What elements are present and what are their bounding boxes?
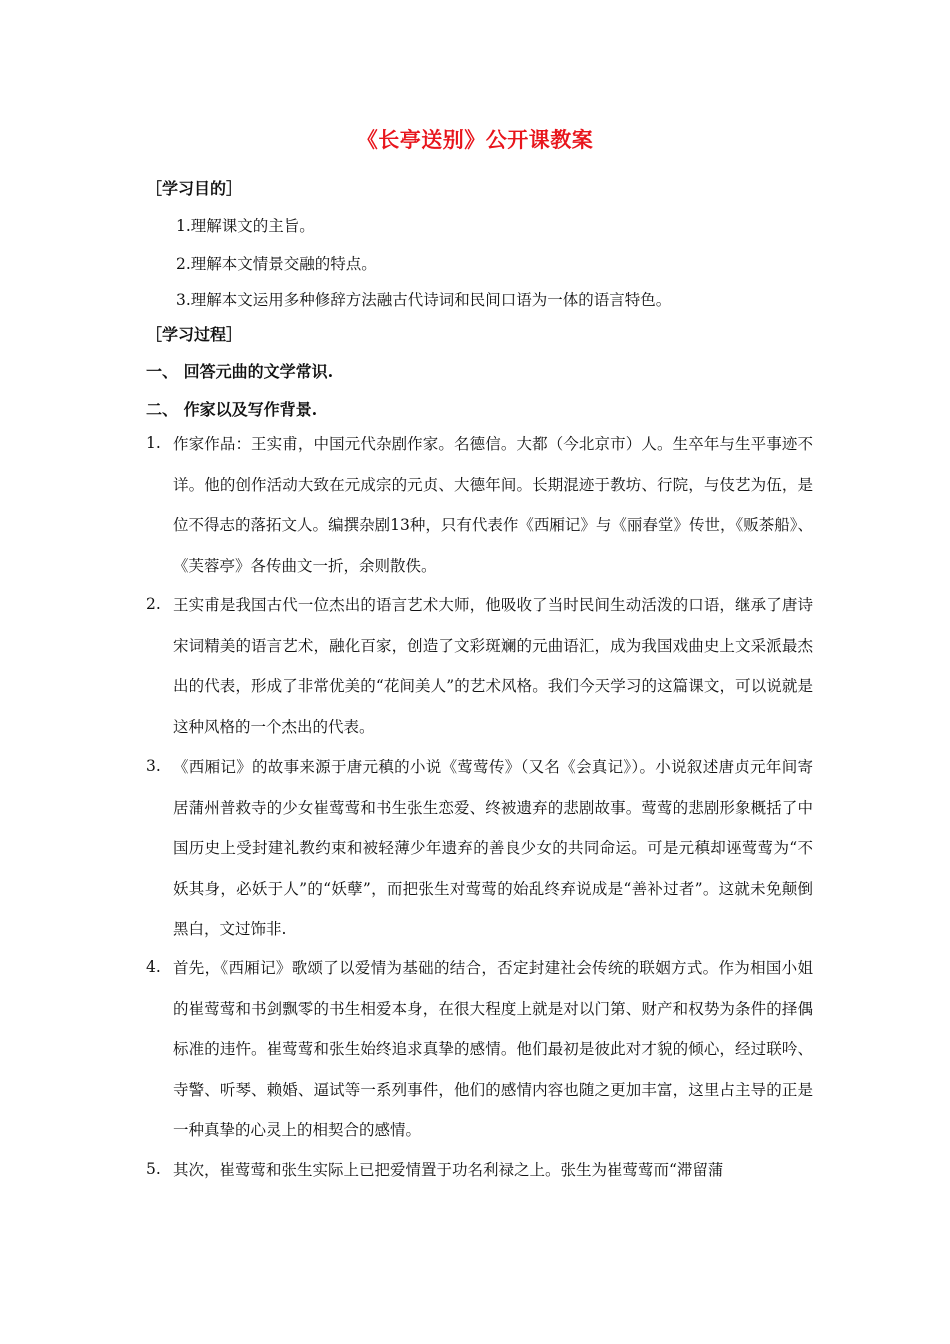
list-item-text: 首先，《西厢记》歌颂了以爱情为基础的结合，否定封建社会传统的联姻方式。作为相国小姐的崔莺莺和书剑飘零的书生相爱本身，在很大程度上就是对以门第、财产和权势为条件的择偶标准的违忤。崔莺莺和张生始终追求真挚的感情。他们最初是彼此对才貌的倾心，经过联吟、寺警、听琴、赖婚、逼试等一系列事件，他们的感情内容也随之更加丰富，这里占主导的正是一种真挚的心灵上的相契合的感情。 [173, 959, 813, 1140]
section-heading-1: 一、 回答元曲的文学常识. [146, 362, 334, 381]
list-item-text: 作家作品：王实甫，中国元代杂剧作家。名德信。大都（今北京市）人。生卒年与生平事迹不详。他的创作活动大致在元成宗的元贞、大德年间。长期混迹于教坊、行院，与伎艺为伍，是位不得志的落拓文人。编撰杂剧13种，只有代表作《西厢记》与《丽春堂》传世，《贩茶船》、《芙蓉亭》各传曲文一折，余则散佚。 [173, 435, 813, 575]
objective-item-2: 2.理解本文情景交融的特点。 [176, 255, 377, 273]
list-item-number: 4. [146, 958, 161, 976]
process-heading: ［学习过程］ [146, 325, 243, 344]
list-item-text: 王实甫是我国古代一位杰出的语言艺术大师，他吸收了当时民间生动活泼的口语，继承了唐诗宋词精美的语言艺术，融化百家，创造了文彩斑斓的元曲语汇，成为我国戏曲史上文采派最杰出的代表，形成了非常优美的“花间美人”的艺术风格。我们今天学习的这篇课文，可以说就是这种风格的一个杰出的代表。 [173, 596, 813, 736]
list-item-number: 3. [146, 757, 161, 775]
document-title: 《长亭送别》公开课教案 [356, 127, 594, 152]
objectives-heading: ［学习目的］ [146, 179, 243, 198]
objective-item-1: 1.理解课文的主旨。 [176, 217, 315, 235]
list-item-number: 2. [146, 595, 161, 613]
list-item-text: 《西厢记》的故事来源于唐元稹的小说《莺莺传》（又名《会真记》）。小说叙述唐贞元年间寄居蒲州普救寺的少女崔莺莺和书生张生恋爱、终被遗弃的悲剧故事。莺莺的悲剧形象概括了中国历史上受封建礼教约束和被轻薄少年遗弃的善良少女的共同命运。可是元稹却诬莺莺为“不妖其身，必妖于人”的“妖孽”，而把张生对莺莺的始乱终弃说成是“善补过者”。这就未免颠倒黑白，文过饰非. [173, 758, 813, 939]
list-item-number: 1. [146, 434, 161, 452]
list-item-text: 其次，崔莺莺和张生实际上已把爱情置于功名利禄之上。张生为崔莺莺而“滞留蒲 [173, 1161, 724, 1179]
section-heading-2: 二、 作家以及写作背景. [146, 400, 318, 419]
list-item-number: 5. [146, 1160, 161, 1178]
objective-item-3: 3.理解本文运用多种修辞方法融古代诗词和民间口语为一体的语言特色。 [176, 291, 672, 309]
